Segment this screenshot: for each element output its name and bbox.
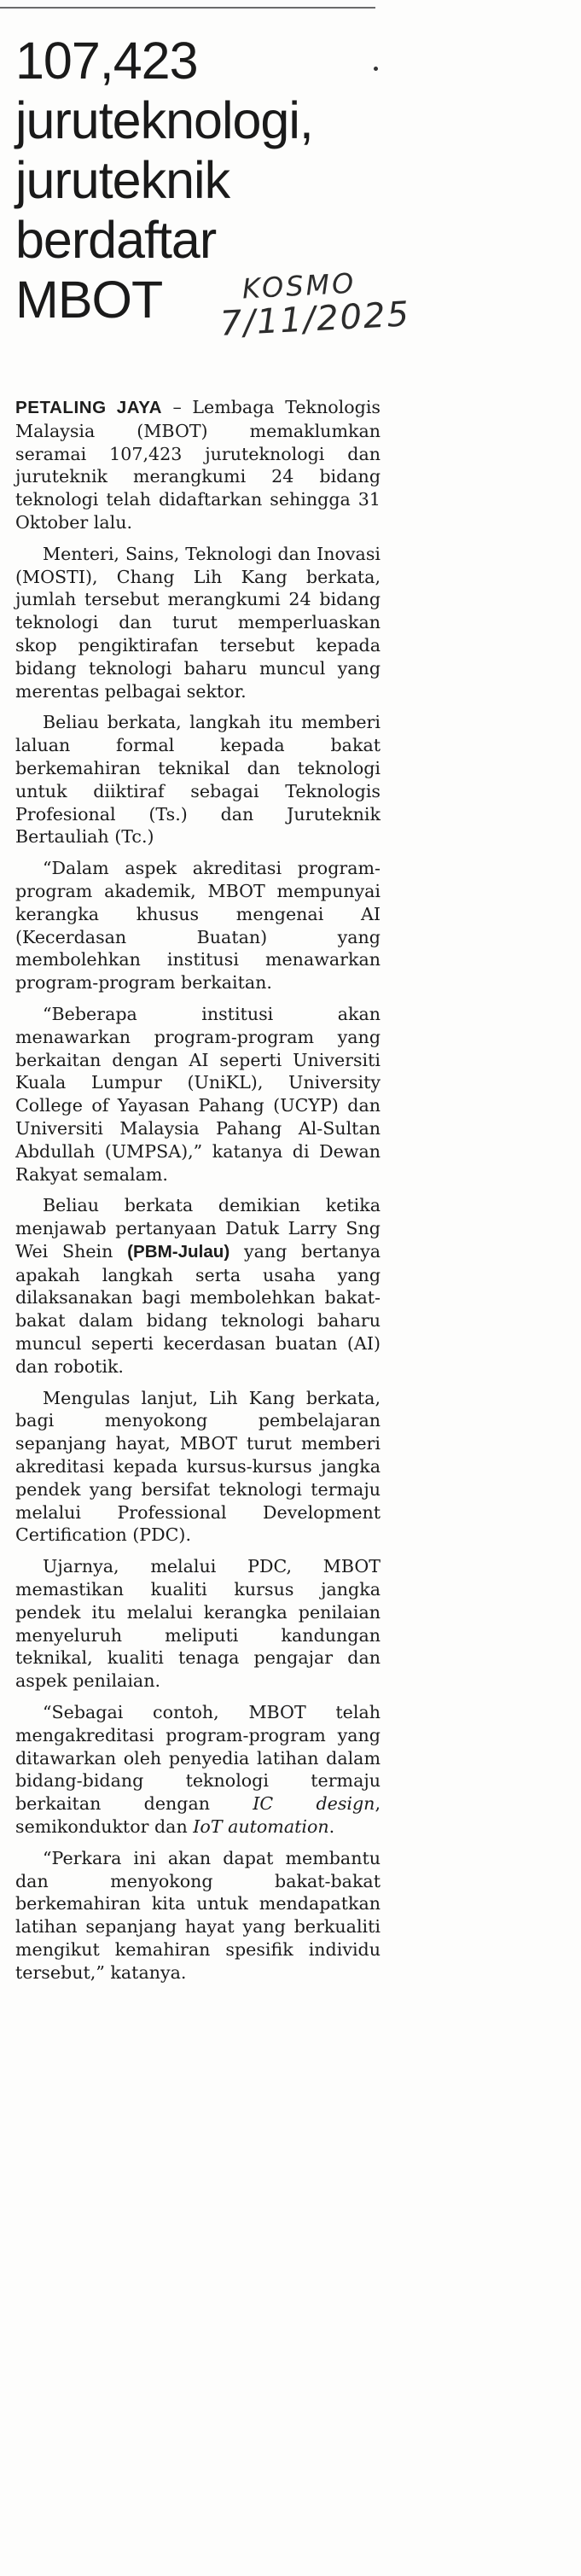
handwritten-source: KOSMO	[241, 266, 357, 306]
headline-line-3: juruteknik	[15, 151, 230, 209]
term-ic-design: IC design	[253, 1793, 375, 1815]
term-iot-automation: IoT automation	[193, 1816, 329, 1838]
paragraph-6-text-b: yang bertanya apakah langkah serta usaha yang dilaksanakan bagi membolehkan bakat-bakat dalam bidang teknologi baharu muncul seperti kecerdasan buatan (AI) dan robotik.	[15, 1240, 381, 1377]
paragraph-9	[15, 1701, 381, 1839]
handwritten-source-note	[218, 265, 417, 343]
paragraph-4: “Dalam aspek akreditasi program-program akademik, MBOT mempunyai kerangka khusus mengenai AI (Kecerdasan Buatan) yang membolehkan institusi menawarkan program-program berkaitan.	[15, 858, 381, 994]
paragraph-5: “Beberapa institusi akan menawarkan program-program yang berkaitan dengan AI seperti Universiti Kuala Lumpur (UniKL), University College of Yayasan Pahang (UCYP) dan Universiti Malaysia Pahang Al-Sultan Abdullah (UMPSA),” katanya di Dewan Rakyat semalam.	[15, 1003, 381, 1185]
paragraph-2: Menteri, Sains, Teknologi dan Inovasi (MOSTI), Chang Lih Kang berkata, jumlah tersebut merangkumi 24 bidang teknologi dan turut memperluaskan skop pengiktirafan tersebut kepada bidang teknologi baharu muncul yang merentas pelbagai sektor.	[15, 543, 381, 702]
paragraph-9-text-c: .	[328, 1816, 335, 1838]
headline-line-4: berdaftar	[15, 211, 217, 269]
paragraph-1-text: – Lembaga Teknologis Malaysia (MBOT) memaklumkan seramai 107,423 juruteknologi dan juruteknik merangkumi 24 bidang teknologi telah didaftarkan sehingga 31 Oktober lalu.	[15, 397, 381, 533]
clipping-top-edge	[0, 0, 375, 9]
headline-line-5: MBOT	[15, 271, 163, 329]
paragraph-9-text-a: “Sebagai contoh, MBOT telah mengakreditasi program-program yang ditawarkan oleh penyedia latihan dalam bidang-bidang teknologi termaju berkaitan dengan	[15, 1702, 381, 1815]
headline-line-2: juruteknologi,	[15, 91, 313, 149]
handwritten-date: 7/11/2025	[218, 294, 412, 344]
paragraph-9-text-b: , semikonduktor dan	[15, 1793, 381, 1838]
paragraph-10: “Perkara ini akan dapat membantu dan menyokong bakat-bakat berkemahiran kita untuk mendapatkan latihan sepanjang hayat yang berkualiti mengikut kemahiran spesifik individu tersebut,” katanya.	[15, 1847, 381, 1983]
paragraph-6-text-a: Beliau berkata demikian ketika menjawab pertanyaan Datuk Larry Sng Wei Shein	[15, 1195, 381, 1262]
paragraph-8: Ujarnya, melalui PDC, MBOT memastikan kualiti kursus jangka pendek itu melalui kerangka penilaian menyeluruh meliputi kandungan teknikal, kualiti tenaga pengajar dan aspek penilaian.	[15, 1556, 381, 1692]
paragraph-3: Beliau berkata, langkah itu memberi laluan formal kepada bakat berkemahiran teknikal dan teknologi untuk diiktiraf sebagai Teknologis Profesional (Ts.) dan Juruteknik Bertauliah (Tc.)	[15, 712, 381, 848]
paragraph-7: Mengulas lanjut, Lih Kang berkata, bagi menyokong pembelajaran sepanjang hayat, MBOT turut memberi akreditasi kepada kursus-kursus jangka pendek yang bersifat teknologi termaju melalui Professional Development Certification (PDC).	[15, 1387, 381, 1546]
constituency-label: (PBM-Julau)	[127, 1241, 230, 1262]
paragraph-6	[15, 1194, 381, 1378]
dateline: PETALING JAYA	[15, 398, 162, 417]
paragraph-1	[15, 396, 381, 534]
article-body	[15, 396, 381, 1993]
headline-line-1: 107,423	[15, 32, 198, 90]
